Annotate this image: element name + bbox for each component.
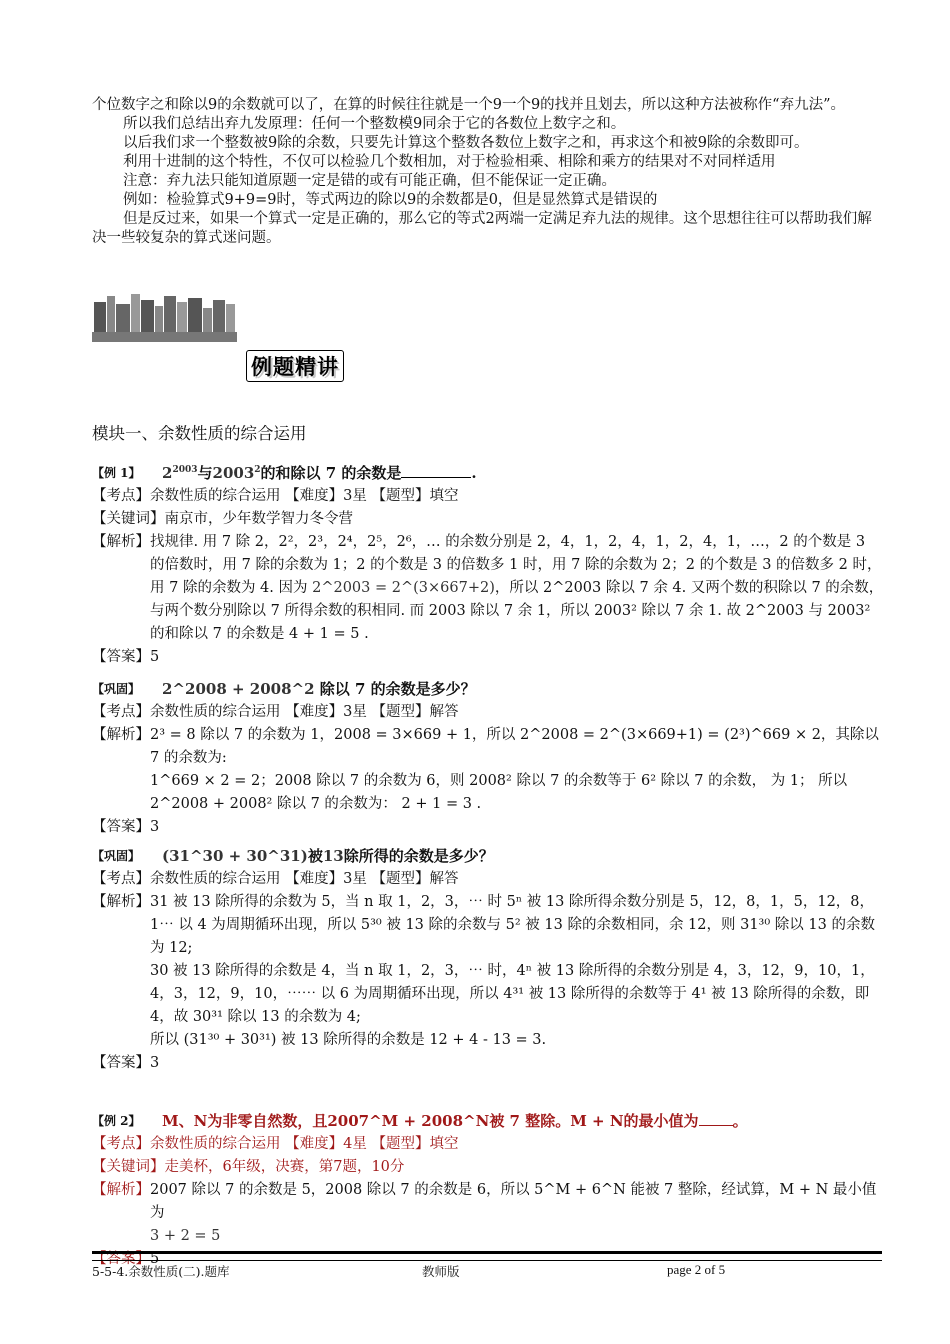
jiexi-text: 2³ = 8 除以 7 的余数为 1，2008 = 3×669 + 1，所以 2^2008 = 2^(3×669+1) = (2³)^669 × 2，其除以 7 的余数为: 1^669 × 2 = 2；2008 除以 7 的余数为 6，则 2008² 除以 7 的余数等于 6² 除以 7 的余数， 为 1； 所以 2^2008 + 2008² 除以 7 的余数为： 2 + 1 = 3 . <box>150 727 879 812</box>
intro-paragraph: 但是反过来，如果一个算式一定是正确的，那么它的等式2两端一定满足弃九法的规律。这个思想往往可以帮助我们解决一些较复杂的算式迷问题。 <box>92 211 872 246</box>
jiexi-label: 【解析】 <box>92 727 150 743</box>
answer-label: 【答案】 <box>92 649 150 665</box>
bookshelf-icon <box>92 292 237 344</box>
jiexi-label: 【解析】 <box>92 1182 150 1198</box>
kaodian-label: 【考点】 <box>92 1136 150 1152</box>
footer-edition: 教师版 <box>422 1264 460 1279</box>
question-text: (31^30 + 30^31)被13除所得的余数是多少？ <box>162 847 494 865</box>
footer-doc-title: 5-5-4.余数性质(二).题库 <box>92 1264 230 1279</box>
kaodian-text: 余数性质的综合运用 【难度】3星 【题型】填空 <box>150 488 459 504</box>
jiexi-label: 【解析】 <box>92 894 150 910</box>
question-row <box>92 462 884 485</box>
question-text: 2^2008 + 2008^2 除以 7 的余数是多少？ <box>162 680 476 698</box>
answer-label: 【答案】 <box>92 1055 150 1071</box>
page-number: page 2 of 5 <box>667 1262 726 1277</box>
jiexi-text: 2007 除以 7 的余数是 5，2008 除以 7 的余数是 6，所以 5^M + 6^N 能被 7 整除，经试算，M + N 最小值为 3 + 2 = 5 <box>150 1182 877 1244</box>
jiexi-label: 【解析】 <box>92 534 150 550</box>
intro-paragraph: 所以我们总结出弃九发原理：任何一个整数模9同余于它的各数位上数字之和。 <box>123 116 626 132</box>
module-title: 模块一、余数性质的综合运用 <box>92 424 307 443</box>
intro-paragraph: 个位数字之和除以9的余数就可以了，在算的时候往往就是一个9一个9的找并且划去，所以这种方法被称作“弃九法”。 <box>92 97 845 113</box>
example-2 <box>92 1110 884 1271</box>
answer-blank <box>401 463 471 478</box>
question-label: 【例 1】 <box>92 466 141 480</box>
jiexi-text: 31 被 13 除所得的余数为 5，当 n 取 1，2，3，⋯ 时 5ⁿ 被 13 除所得余数分别是 5，12，8，1，5，12，8，1⋯ 以 4 为周期循环出现，所以 5³⁰ 被 13 除的余数与 5² 被 13 除的余数相同，余 12，则 31³⁰ 除以 13 的余数为 12; 30 被 13 除所得的余数是 4，当 n 取 1，2，3，⋯ 时，4ⁿ 被 13 除所得的余数分别是 4，3，12，9，10，1，4，3，12，9，10，⋯⋯ 以 6 为周期循环出现，所以 4³¹ 被 13 除所得的余数等于 4¹ 被 13 除所得的余数，即 4，故 30³¹ 除以 13 的余数为 4; 所以 (31³⁰ + 30³¹) 被 13 除所得的余数是 12 + 4 - 13 = 3. <box>150 894 875 1048</box>
jiexi-text: 找规律. 用 7 除 2，2²，2³，2⁴，2⁵，2⁶，… 的余数分别是 2，4，1，2，4，1，2，4，1，…，2 的个数是 3 的倍数时，用 7 除的余数为 1；2 的个数是 3 的倍数多 1 时，用 7 除的余数为 2；2 的个数是 3 的倍数多 2 时，用 7 除的余数为 4. 因为 2^2003 = 2^(3×667+2)，所以 2^2003 除以 7 余 4. 又两个数的积除以 7 的余数，与两个数分别除以 7 所得余数的积相同. 而 2003 除以 7 余 1，所以 2003² 除以 7 余 1. 故 2^2003 与 2003² 的和除以 7 的余数是 4 + 1 = 5 . <box>150 534 884 642</box>
example-1 <box>92 462 884 669</box>
keywords-label: 【关键词】 <box>92 1159 165 1175</box>
section-banner: 例题精讲 <box>246 350 344 382</box>
question-text: $2^{2003}$与2003$^2$的和除以 7 的余数是 . <box>162 464 477 482</box>
intro-text <box>92 96 884 248</box>
question-label: 【巩固】 <box>92 849 141 863</box>
intro-paragraph: 例如：检验算式9+9=9时，等式两边的除以9的余数都是0，但是显然算式是错误的 <box>123 192 658 208</box>
keywords-text: 走美杯，6年级，决赛，第7题，10分 <box>164 1159 405 1175</box>
footer-divider <box>92 1251 882 1261</box>
question-label: 【巩固】 <box>92 682 141 696</box>
consolidation-1 <box>92 678 884 839</box>
kaodian-label: 【考点】 <box>92 704 150 720</box>
keywords-label: 【关键词】 <box>92 511 165 527</box>
kaodian-label: 【考点】 <box>92 488 150 504</box>
answer-text: 3 <box>150 1055 160 1071</box>
keywords-text: 南京市，少年数学智力冬令营 <box>164 511 353 527</box>
answer-text: 3 <box>150 819 160 835</box>
intro-paragraph: 以后我们求一个整数被9除的余数，只要先计算这个整数各数位上数字之和，再求这个和被9除的余数即可。 <box>123 135 809 151</box>
kaodian-text: 余数性质的综合运用 【难度】3星 【题型】解答 <box>150 871 459 887</box>
question-text: M、N为非零自然数，且2007^M + 2008^N被 7 整除。M + N的最小值为 。 <box>162 1112 748 1130</box>
intro-paragraph: 利用十进制的这个特性，不仅可以检验几个数相加，对于检验相乘、相除和乘方的结果对不对同样适用 <box>123 154 776 170</box>
kaodian-label: 【考点】 <box>92 871 150 887</box>
question-label: 【例 2】 <box>92 1114 141 1128</box>
answer-label: 【答案】 <box>92 1251 150 1267</box>
consolidation-2 <box>92 845 884 1075</box>
answer-label: 【答案】 <box>92 819 150 835</box>
answer-text: 5 <box>150 1251 160 1267</box>
answer-text: 5 <box>150 649 160 665</box>
intro-paragraph: 注意：弃九法只能知道原题一定是错的或有可能正确，但不能保证一定正确。 <box>123 173 616 189</box>
kaodian-text: 余数性质的综合运用 【难度】3星 【题型】解答 <box>150 704 459 720</box>
answer-blank <box>699 1111 733 1126</box>
kaodian-text: 余数性质的综合运用 【难度】4星 【题型】填空 <box>150 1136 459 1152</box>
